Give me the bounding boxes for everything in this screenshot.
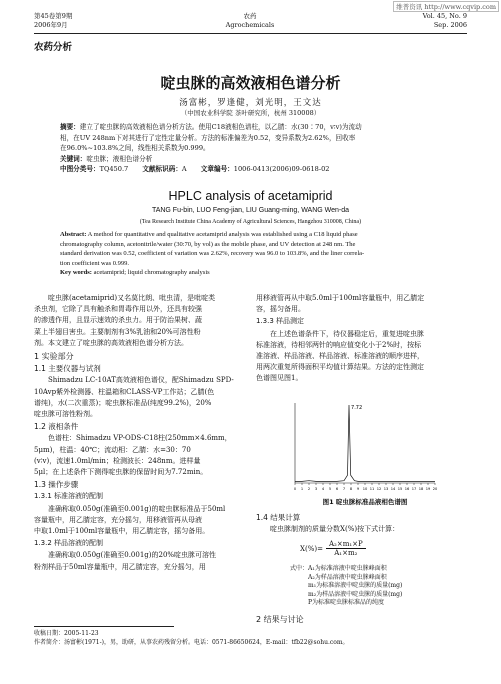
where-item: A₂为样品溶液中啶虫脒峰面积 [308,573,387,581]
header-left [34,12,72,30]
header-right [423,12,467,30]
left-column [34,293,244,573]
abstract-en [60,230,441,278]
x-tick-label: 8 [349,487,353,491]
para-line: Shimadzu LC-10AT高效液相色谱仪，配Shimadzu SPD- [48,376,234,385]
formula [300,540,366,557]
para-line: 谱纯)，水(二次重蒸)；啶虫脒标准品(纯度99.2%)，20% [34,398,212,407]
para-line: 准确称取0.050g(准确至0.001g)的20%啶虫脒可溶性 [48,551,217,560]
x-tick-label: 19 [425,487,431,491]
x-tick-label: 7 [342,487,346,491]
peak-label: 7.72 [351,405,363,411]
abstract-en-label: Abstract: [60,231,87,238]
x-tick-label: 2 [307,487,311,491]
heading-1-3-3: 1.3.3 样品测定 [256,317,305,326]
header-rule [34,33,467,34]
x-tick-label: 4 [321,487,325,491]
right-column-lower [256,511,468,535]
x-tick-label: 6 [335,487,339,491]
para-line: 容量瓶中，用乙腈定容，充分摇匀，用移液管再从母液 [34,515,202,524]
para-line: 5μl；在上述条件下测得啶虫脒的保留时间为7.72min。 [34,468,208,477]
heading-1-3-1: 1.3.1 标准溶液的配制 [34,492,104,501]
right-column [256,293,468,385]
x-tick-label: 10 [362,487,368,491]
para-line: 准确称取0.050g(准确至0.001g)的啶虫脒标准品于50ml [48,504,226,513]
article-label: 文章编号： [200,165,234,174]
intro-line: 的渗透作用，且显示速效的杀虫力。用于防治果树、蔬 [34,316,202,325]
intro-line: 菜上半翅目害虫。主要制剂有3%乳油和20%可溶性粉 [34,327,201,336]
para-line: 准溶液、样品溶液、样品溶液、标准溶液的顺序进样， [256,352,424,361]
abstract-cn [60,122,441,175]
authors-cn: 汤富彬，罗逢健，刘光明，王文达 [179,98,322,108]
abstract-cn-label: 摘要： [60,123,80,131]
abstract-en-line: chromatography column, acetonitrile/water (30:70, by vol) as the mobile phase, and UV detection at 248 nm. The [60,240,356,248]
header-journal-cn: 农药 [243,12,257,20]
para-line: 中取1.0ml于100ml容量瓶中，用乙腈定容，摇匀备用。 [34,527,210,536]
header-journal-en: Agrochemicals [225,21,275,29]
formula-numerator: A₂×m₁×P [326,540,366,549]
x-tick-label: 1 [300,487,304,491]
header-date: 2006年9月 [34,21,68,29]
abstract-en-line: standard derivation was 0.52, coefficient of variation was 2.62%, recovery was 96.0 to 103.8%, and the liner correla- [60,250,365,257]
x-tick-label: 17 [411,487,417,491]
keywords-label: 关键词： [60,154,87,163]
heading-1-1: 1.1 主要仪器与试剂 [34,364,101,374]
x-tick-label: 5 [328,487,332,491]
abstract-en-line: tion coefficient was 0.999. [60,259,130,267]
x-tick-label: 20 [432,487,438,491]
x-tick-label: 9 [356,487,360,491]
class-number: TQ450.7 [99,165,129,174]
abstract-cn-line: 相，在UV 248nm下对其进行了定性定量分析。方法的标准偏差为0.52，变异系数为2.62%，回收率 [60,133,356,142]
para-line: 啶虫脒制剂的质量分数X(%)按下式计算： [270,525,400,534]
formula-denominator: A₁×m₂ [334,549,358,557]
formula-legend [290,565,402,608]
chromatogram-figure [285,395,445,495]
section-tag: 农药分析 [34,42,73,53]
heading-1-3: 1.3 操作步骤 [34,480,79,490]
authors-en: TANG Fu-bin, LUO Feng-jian, LIU Guang-ming, WANG Wen-da [151,207,350,214]
para-line: 粉剂样品于50ml容量瓶中，用乙腈定容，充分摇匀，用 [34,562,206,571]
x-tick-label: 14 [390,487,396,491]
heading-1-2: 1.2 液相条件 [34,422,79,432]
para-line: 10Avp紫外检测器、柱温箱和CLASS-VP工作站；乙腈(色 [34,387,215,396]
doc-label: 文献标识码： [142,165,182,174]
header-issue: 第45卷第9期 [34,12,73,20]
affiliation-cn: （中国农业科学院 茶叶研究所，杭州 310008） [180,109,321,117]
chromatogram-trace [295,405,435,481]
header-month: Sep. 2006 [433,21,467,29]
intro-line: 杀虫剂，它除了具有触杀和胃毒作用以外，还具有较强 [34,305,202,314]
author-info: 作者简介：汤富彬(1971-)，男，助研，从事农药残留分析。电话：0571-86650624，E-mail：tfb22@sohu.com。 [34,639,349,646]
heading-1: 1 实验部分 [34,352,74,362]
keywords-en: acetamiprid; liquid chromatography analysis [93,269,210,276]
abstract-en-line: A method for quantitative and qualitative acetamiprid analysis was established using a C18 liquid phase [87,231,358,238]
para-line: 用移液管再从中取5.0ml于100ml容量瓶中，用乙腈定 [256,294,425,302]
x-tick-label: 13 [383,487,389,491]
affiliation-en: (Tea Research Institute China Academy of Agricultural Sciences, Hangzhou 310008, China) [139,219,362,225]
keywords-en-label: Key words: [60,269,92,276]
keywords-cn: 啶虫脒；液相色谱分析 [86,154,153,163]
para-line: 色谱图见图1。 [256,374,303,383]
where-item: m₂为样品溶液中啶虫脒的质量(mg) [308,590,403,598]
x-tick-label: 3 [314,487,318,491]
figure-caption: 图1 啶虫脒标准品液相色谱图 [322,498,408,506]
x-tick-label: 18 [418,487,424,491]
para-line: 啶虫脒可溶性粉剂。 [34,410,97,419]
heading-2: 2 结果与讨论 [256,615,304,624]
header-volume: Vol. 45, No. 9 [422,12,467,20]
x-tick-label: 11 [369,487,375,491]
watermark-stamp: 维普资讯 http://www.cqvip.com [393,1,499,12]
where-item: P为标准啶虫脒标准品的纯度 [308,599,385,607]
para-line: 5μm)，柱温：40℃；流动相：乙腈：水=30：70 [34,445,191,454]
received-date: 收稿日期：2005-11-23 [34,630,99,637]
where-label: 式中： [290,565,309,572]
x-tick-label: 16 [404,487,410,491]
article-number: 1006-0413(2006)09-0618-02 [233,165,330,174]
para-line: 标准溶液，待相邻两针的响应值变化小于2%时，按标 [256,340,422,349]
where-item: A₁为标准溶液中啶虫脒峰面积 [308,565,387,572]
header-center [200,12,300,30]
intro-line: 剂。本文建立了啶虫脒的高效液相色谱分析方法。 [34,338,188,347]
title-en: HPLC analysis of acetamiprid [168,189,333,203]
x-tick-label: 12 [376,487,382,491]
heading-1-3-2: 1.3.2 样品溶液的配制 [34,539,104,548]
footnote-rule [34,626,174,627]
doc-code: A [181,165,187,174]
abstract-cn-line: 在96.0%~103.8%之间，线性相关系数为0.999。 [60,144,210,153]
para-line: (v∶v)，流速1.0ml/min；检测波长：248nm。进样量 [34,456,201,465]
x-tick-label: 0 [293,487,297,491]
heading-1-4: 1.4 结果计算 [256,513,301,522]
abstract-cn-line: 建立了啶虫脒的高效液相色谱分析方法。使用C18液相色谱柱，以乙腈：水(30∶70，v∶v)为流动 [79,123,362,131]
class-label: 中图分类号： [60,165,100,174]
formula-lhs: X(%)= [300,544,323,553]
where-item: m₁为标准溶液中啶虫脒的质量(mg) [308,582,403,590]
title-cn: 啶虫脒的高效液相色谱分析 [160,74,341,92]
x-ticks [294,483,438,491]
footnote [34,629,349,647]
para-line: 在上述色谱条件下，待仪器稳定后，重复进啶虫脒 [270,329,424,338]
formula-fraction [326,540,366,557]
x-tick-label: 15 [397,487,403,491]
para-line: 色谱柱：Shimadzu VP-ODS-C18柱(250mm×4.6mm， [48,434,232,443]
intro-line: 啶虫脒(acetamiprid)又名莫比朗、吡虫清，是吡啶类 [48,294,216,302]
para-line: 容，摇匀备用。 [256,305,305,314]
para-line: 用两次重复所得面积平均值计算结果。方法的定性测定 [256,363,424,372]
